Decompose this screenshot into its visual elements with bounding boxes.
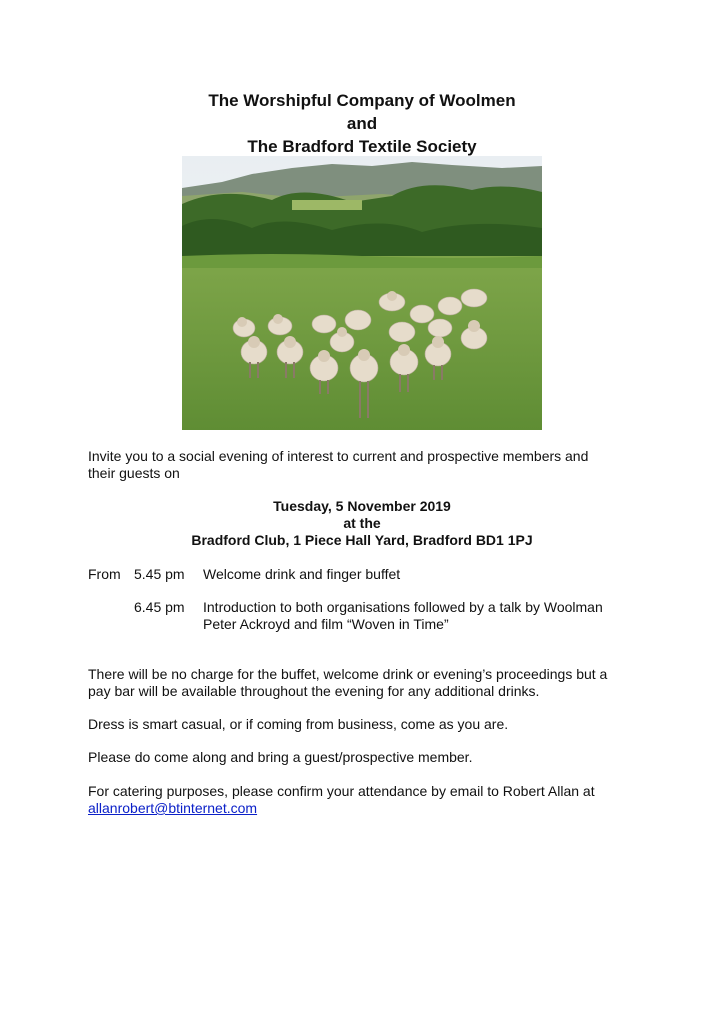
guest-invitation: Please do come along and bring a guest/prospective member.	[88, 749, 473, 765]
schedule-time-2: 6.45 pm	[134, 599, 185, 615]
charge-note-line-1: There will be no charge for the buffet, welcome drink or evening’s proceedings but a	[88, 666, 608, 682]
dress-code: Dress is smart casual, or if coming from business, come as you are.	[88, 716, 509, 732]
rsvp-email-line	[88, 800, 257, 817]
intro-line-2: their guests on	[88, 465, 180, 481]
rsvp-line-1: For catering purposes, please confirm your attendance by email to Robert Allan at	[88, 783, 595, 799]
schedule-desc-1: Welcome drink and finger buffet	[203, 566, 401, 582]
sheep-field-photo	[182, 156, 542, 430]
title-line-2: and	[346, 114, 378, 133]
event-date: Tuesday, 5 November 2019	[273, 498, 451, 514]
schedule-time-1: 5.45 pm	[134, 566, 185, 582]
from-label: From	[88, 566, 121, 582]
schedule-desc-2-line-1: Introduction to both organisations followed by a talk by Woolman	[203, 599, 603, 615]
event-at: at the	[343, 515, 381, 531]
event-venue: Bradford Club, 1 Piece Hall Yard, Bradford BD1 1PJ	[191, 532, 533, 548]
intro-line-1: Invite you to a social evening of interest to current and prospective members and	[88, 448, 589, 464]
title-line-3: The Bradford Textile Society	[247, 137, 477, 156]
charge-note-line-2: pay bar will be available throughout the evening for any additional drinks.	[88, 683, 540, 699]
schedule-desc-2-line-2: Peter Ackroyd and film “Woven in Time”	[203, 616, 449, 632]
rsvp-email-link[interactable]: allanrobert@btinternet.com	[88, 800, 258, 816]
title-line-1: The Worshipful Company of Woolmen	[208, 91, 516, 110]
